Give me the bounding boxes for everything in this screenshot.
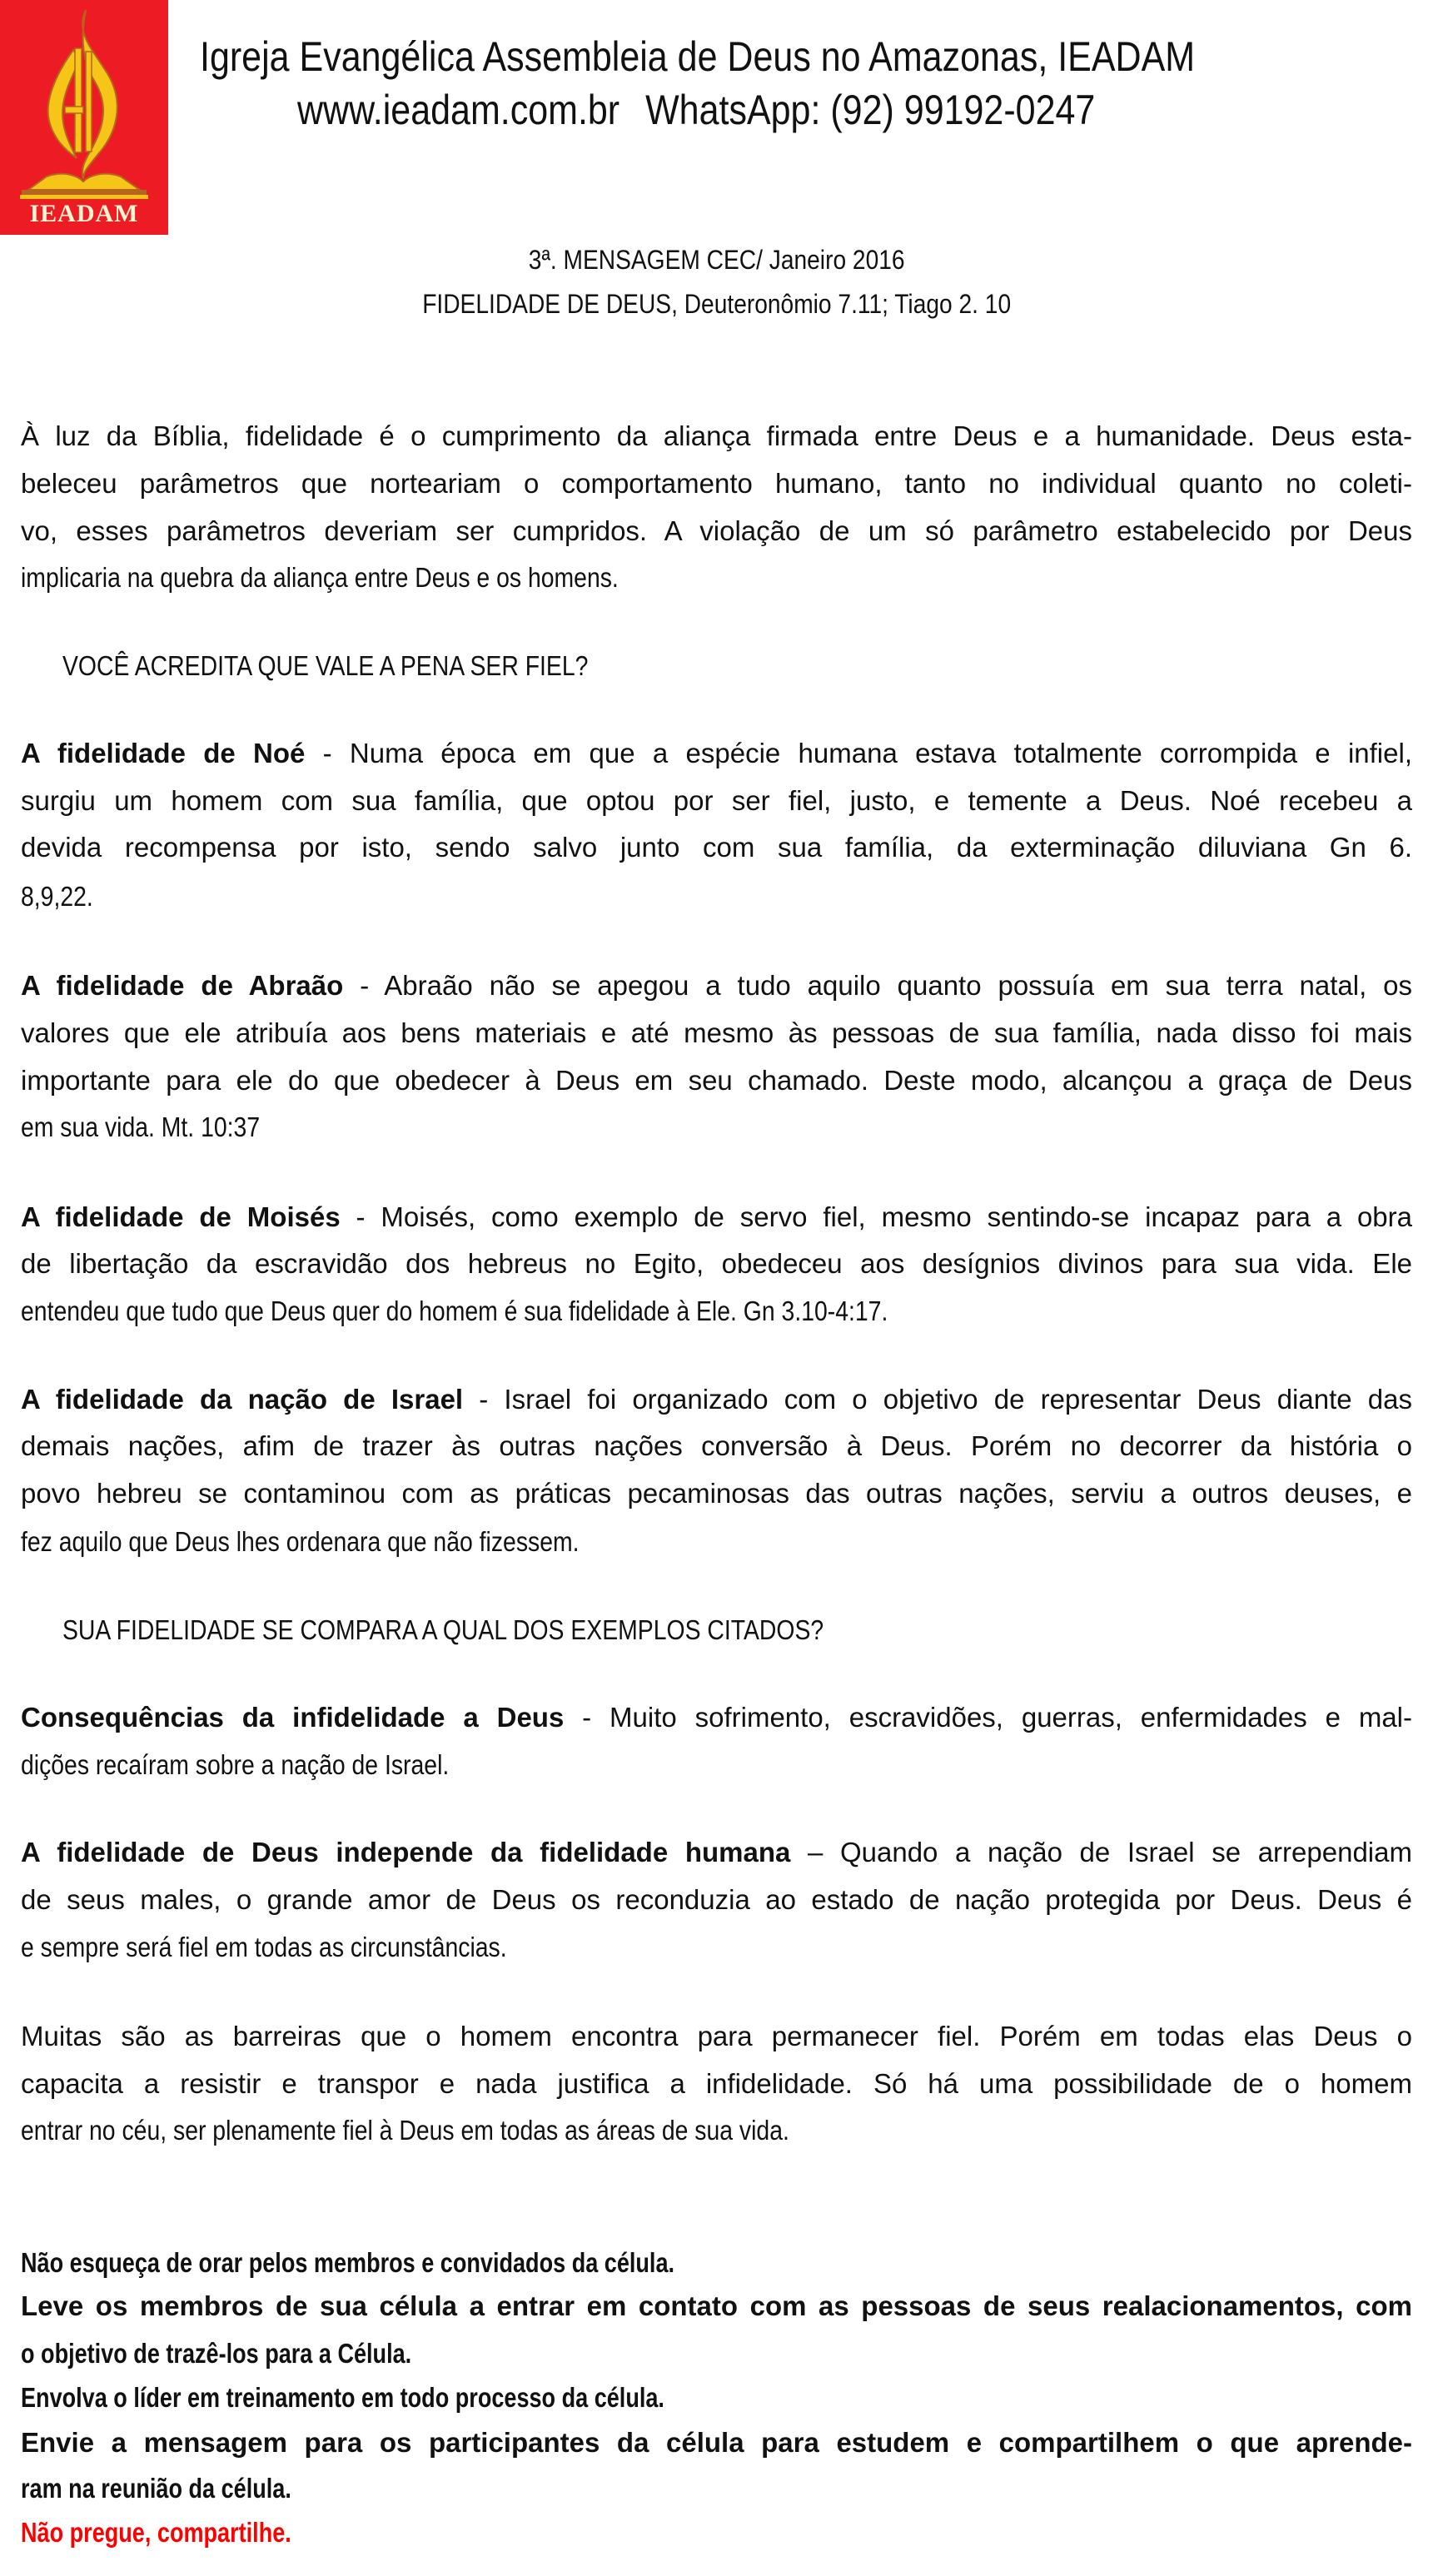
website-link[interactable]: www.ieadam.com.br	[297, 87, 620, 133]
org-name: Igreja Evangélica Assembleia de Deus no Amazonas, IEADAM	[200, 33, 1196, 80]
note-item: Leve os membros de sua célula a entrar em contato com as pessoas de seus realacionamentos, com	[21, 2290, 1412, 2321]
logo-text: IEADAM	[29, 200, 139, 227]
question-heading: VOCÊ ACREDITA QUE VALE A PENA SER FIEL?	[62, 650, 589, 681]
text-line: A fidelidade de Moisés - Moisés, como exemplo de servo fiel, mesmo sentindo-se incapaz para a obra	[21, 1201, 1412, 1232]
text-line: surgiu um homem com sua família, que optou por ser fiel, justo, e temente a Deus. Noé recebeu a	[21, 785, 1412, 816]
text-line: povo hebreu se contaminou com as práticas pecaminosas das outras nações, serviu a outros deuses, e	[21, 1478, 1412, 1509]
text-line: de seus males, o grande amor de Deus os reconduzia ao estado de nação protegida por Deus. Deus é	[21, 1884, 1412, 1915]
text-line: demais nações, afim de trazer às outras nações conversão à Deus. Porém no decorrer da história o	[21, 1430, 1412, 1461]
text-line: em sua vida. Mt. 10:37	[21, 1111, 261, 1142]
note-item: ram na reunião da célula.	[21, 2473, 291, 2504]
text-line: devida recompensa por isto, sendo salvo junto com sua família, da exterminação diluviana Gn 6.	[21, 832, 1412, 863]
text-line: e sempre será fiel em todas as circunstâncias.	[21, 1932, 507, 1962]
text-line: importante para ele do que obedecer à Deus em seu chamado. Deste modo, alcançou a graça de Deus	[21, 1065, 1412, 1096]
section-heading: Consequências da infidelidade a Deus	[21, 1702, 565, 1733]
text-line: capacita a resistir e transpor e nada justifica a infidelidade. Só há uma possibilidade de o homem	[21, 2068, 1412, 2099]
text-line: A fidelidade de Deus independe da fidelidade humana – Quando a nação de Israel se arrependiam	[21, 1837, 1412, 1867]
text-line: 8,9,22.	[21, 881, 93, 912]
note-item: Envolva o líder em treinamento em todo processo da célula.	[21, 2382, 664, 2413]
text-line: Muitas são as barreiras que o homem encontra para permanecer fiel. Porém em todas elas Deus o	[21, 2021, 1412, 2051]
note-item: o objetivo de trazê-los para a Célula.	[21, 2338, 412, 2369]
note-item: Envie a mensagem para os participantes da célula para estudem e compartilhem o que aprende-	[21, 2427, 1412, 2458]
final-note: Não pregue, compartilhe.	[21, 2517, 291, 2548]
message-title: FIDELIDADE DE DEUS, Deuteronômio 7.11; Tiago 2. 10	[422, 289, 1011, 319]
message-number: 3ª. MENSAGEM CEC/ Janeiro 2016	[528, 245, 905, 275]
contact-line	[297, 85, 1095, 135]
text-line: valores que ele atribuía aos bens materiais e até mesmo às pessoas de sua família, nada disso foi mais	[21, 1017, 1412, 1048]
whatsapp-contact: WhatsApp: (92) 99192-0247	[645, 87, 1096, 133]
section-heading: A fidelidade de Moisés	[21, 1201, 341, 1232]
text-line: dições recaíram sobre a nação de Israel.	[21, 1749, 450, 1780]
question-heading: SUA FIDELIDADE SE COMPARA A QUAL DOS EXEMPLOS CITADOS?	[62, 1614, 824, 1645]
text-line: entendeu que tudo que Deus quer do homem é sua fidelidade à Ele. Gn 3.10-4:17.	[21, 1295, 888, 1326]
text-line: entrar no céu, ser plenamente fiel à Deus em todas as áreas de sua vida.	[21, 2115, 789, 2146]
ieadam-logo	[0, 0, 168, 235]
section-heading: A fidelidade de Deus independe da fidelidade humana	[21, 1837, 791, 1867]
text-line: Consequências da infidelidade a Deus - Muito sofrimento, escravidões, guerras, enfermidades e mal-	[21, 1702, 1412, 1733]
note-item: Não esqueça de orar pelos membros e convidados da célula.	[21, 2247, 675, 2278]
text-line: vo, esses parâmetros deveriam ser cumpridos. A violação de um só parâmetro estabelecido por Deus	[21, 515, 1412, 546]
text-line: implicaria na quebra da aliança entre Deus e os homens.	[21, 562, 619, 593]
text-line: A fidelidade da nação de Israel - Israel foi organizado com o objetivo de representar Deus diante das	[21, 1384, 1412, 1415]
text-line: À luz da Bíblia, fidelidade é o cumprimento da aliança firmada entre Deus e a humanidade. Deus esta-	[21, 420, 1412, 451]
text-line: A fidelidade de Noé - Numa época em que a espécie humana estava totalmente corrompida e infiel,	[21, 738, 1412, 768]
section-heading: A fidelidade de Abraão	[21, 970, 344, 1001]
text-line: de libertação da escravidão dos hebreus no Egito, obedeceu aos desígnios divinos para sua vida. Ele	[21, 1248, 1412, 1279]
text-line: fez aquilo que Deus lhes ordenara que não fizessem.	[21, 1526, 580, 1557]
section-heading: A fidelidade da nação de Israel	[21, 1384, 464, 1415]
section-heading: A fidelidade de Noé	[21, 738, 306, 768]
text-line: A fidelidade de Abraão - Abraão não se apegou a tudo aquilo quanto possuía em sua terra natal, os	[21, 970, 1412, 1001]
text-line: beleceu parâmetros que norteariam o comportamento humano, tanto no individual quanto no coleti-	[21, 468, 1412, 499]
